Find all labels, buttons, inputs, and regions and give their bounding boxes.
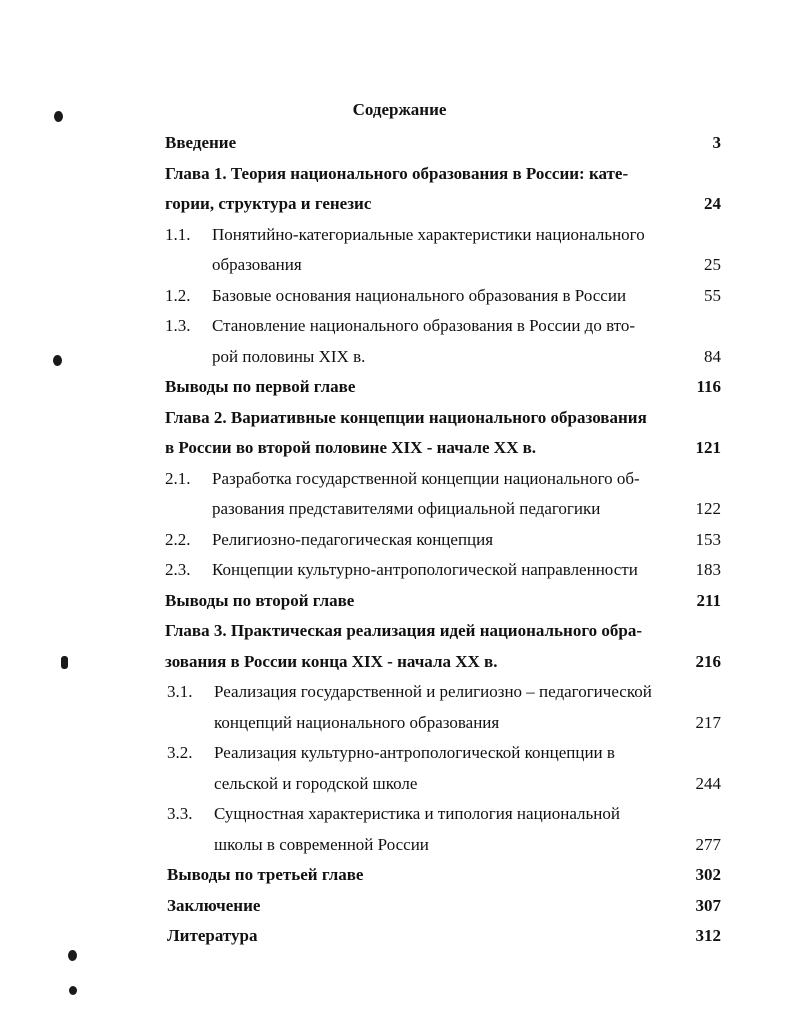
toc-entry-conclusions-1	[0, 372, 799, 403]
toc-entry-chapter-1	[0, 159, 799, 190]
toc-entry-chapter-2-cont	[0, 433, 799, 464]
toc-entry-page: 183	[695, 560, 721, 579]
toc-entry-title: Выводы по третьей главе	[167, 865, 364, 884]
toc-section-number: 1.1.	[165, 224, 191, 244]
toc-entry-title: в России во второй половине XIX - начале XX в.	[165, 438, 537, 457]
toc-section-number: 3.3.	[167, 804, 193, 823]
toc-entry-title: разования представителями официальной педагогики	[212, 499, 601, 518]
toc-section-number: 3.2.	[167, 743, 193, 762]
toc-section-number: 2.2.	[165, 529, 191, 549]
toc-entry-section-3-1-cont	[0, 708, 799, 739]
toc-entry-title: Введение	[165, 133, 237, 152]
toc-section-number: 1.2.	[165, 285, 191, 305]
toc-entry-page: 122	[695, 499, 721, 518]
toc-entry-section-2-2	[0, 525, 799, 556]
toc-entry-page: 217	[695, 712, 721, 732]
toc-entry-title: сельской и городской школе	[214, 773, 418, 793]
toc-entry-conclusion	[0, 891, 799, 922]
table-of-contents	[0, 128, 799, 952]
scan-speck-mark	[61, 656, 68, 669]
toc-entry-section-2-1	[0, 464, 799, 495]
toc-entry-title: Религиозно-педагогическая концепция	[212, 529, 494, 549]
toc-entry-page: 211	[696, 590, 721, 610]
toc-entry-title: Выводы по второй главе	[165, 590, 355, 610]
toc-entry-section-3-2-cont	[0, 769, 799, 800]
toc-entry-page: 25	[704, 255, 721, 274]
toc-entry-bibliography	[0, 921, 799, 952]
toc-entry-title: Выводы по первой главе	[165, 377, 356, 396]
toc-entry-page: 277	[695, 834, 721, 854]
toc-entry-section-1-1	[0, 220, 799, 251]
toc-entry-title: Становление национального образования в России до вто-	[212, 316, 636, 335]
toc-entry-section-1-2	[0, 281, 799, 312]
toc-entry-title: Разработка государственной концепции национального об-	[212, 468, 640, 488]
toc-entry-title: Реализация государственной и религиозно – педагогической	[214, 682, 652, 701]
toc-entry-page: 116	[696, 377, 721, 396]
toc-entry-page: 3	[712, 133, 721, 152]
toc-entry-page: 307	[695, 895, 721, 915]
toc-entry-title: Глава 2. Вариативные концепции национального образования	[165, 407, 647, 427]
toc-entry-conclusions-2	[0, 586, 799, 617]
toc-entry-title: Глава 3. Практическая реализация идей национального обра-	[165, 621, 643, 640]
toc-entry-page: 153	[695, 529, 721, 549]
page-title: Содержание	[352, 100, 447, 119]
toc-entry-page: 55	[704, 285, 721, 305]
toc-entry-title: образования	[212, 255, 302, 274]
toc-entry-section-2-3	[0, 555, 799, 586]
toc-entry-title: рой половины XIX в.	[212, 346, 366, 366]
toc-entry-introduction	[0, 128, 799, 159]
toc-entry-page: 24	[704, 194, 721, 213]
toc-section-number: 2.1.	[165, 468, 191, 488]
toc-entry-title: Базовые основания национального образования в России	[212, 285, 627, 305]
toc-entry-page: 216	[695, 651, 721, 671]
toc-entry-section-3-2	[0, 738, 799, 769]
toc-entry-page: 312	[695, 926, 721, 945]
scan-speck-mark	[54, 111, 63, 122]
toc-entry-section-1-3-cont	[0, 342, 799, 373]
toc-entry-title: школы в современной России	[214, 834, 429, 854]
toc-entry-chapter-3-cont	[0, 647, 799, 678]
toc-entry-section-2-1-cont	[0, 494, 799, 525]
toc-entry-title: Концепции культурно-антропологической направленности	[212, 560, 638, 579]
scan-speck-mark	[69, 986, 77, 995]
toc-entry-section-3-3-cont	[0, 830, 799, 861]
toc-entry-section-1-3	[0, 311, 799, 342]
toc-entry-title: Сущностная характеристика и типология национальной	[214, 804, 620, 823]
toc-entry-section-3-1	[0, 677, 799, 708]
toc-entry-title: Литература	[167, 926, 258, 945]
scan-speck-mark	[53, 355, 62, 366]
toc-entry-title: Заключение	[167, 895, 261, 915]
toc-entry-conclusions-3	[0, 860, 799, 891]
toc-entry-title: гории, структура и генезис	[165, 194, 372, 213]
toc-entry-title: Глава 1. Теория национального образования в России: кате-	[165, 163, 629, 183]
toc-entry-title: Реализация культурно-антропологической концепции в	[214, 743, 615, 762]
toc-entry-title: Понятийно-категориальные характеристики национального	[212, 224, 645, 244]
toc-entry-page: 244	[695, 773, 721, 793]
toc-entry-section-3-3	[0, 799, 799, 830]
toc-entry-page: 302	[695, 865, 721, 884]
toc-entry-chapter-1-cont	[0, 189, 799, 220]
toc-entry-chapter-3	[0, 616, 799, 647]
toc-section-number: 1.3.	[165, 316, 191, 335]
toc-entry-title: зования в России конца XIX - начала XX в.	[165, 651, 498, 671]
toc-entry-page: 121	[695, 438, 721, 457]
toc-entry-section-1-1-cont	[0, 250, 799, 281]
toc-entry-page: 84	[704, 346, 721, 366]
toc-entry-title: концепций национального образования	[214, 712, 500, 732]
toc-entry-chapter-2	[0, 403, 799, 434]
toc-section-number: 2.3.	[165, 560, 191, 579]
toc-section-number: 3.1.	[167, 682, 193, 701]
scan-speck-mark	[68, 950, 77, 961]
